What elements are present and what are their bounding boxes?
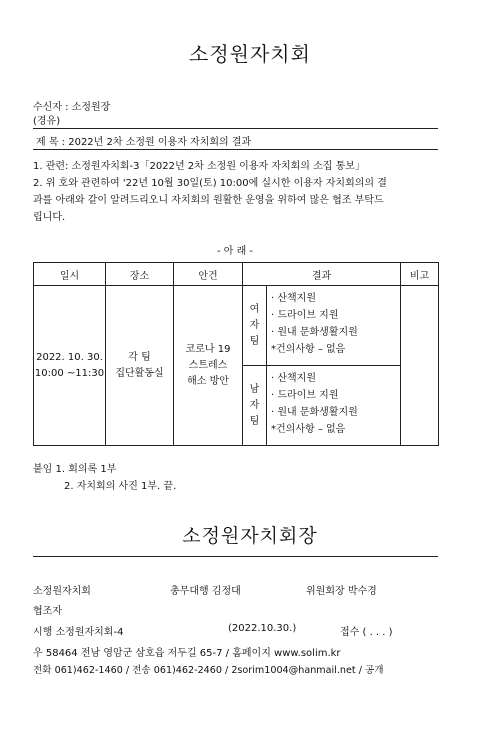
sender-title: 소정원자치회장 (182, 525, 318, 547)
group-label-char: 자 (249, 319, 260, 331)
receipt: 접수 ( . . . ) (340, 627, 393, 638)
agenda-line-3: 해소 방안 (187, 375, 229, 387)
signature-1: 총무대행 김정대 (170, 586, 241, 597)
group-label-char: 팀 (249, 415, 260, 427)
agenda-line-1: 코로나 19 (185, 343, 231, 355)
header-place: 장소 (106, 263, 174, 286)
subject-bottom-rule (33, 149, 438, 150)
date-line-1: 2022. 10. 30. (36, 351, 103, 363)
group-label-women (243, 286, 267, 366)
list-item: *건의사항 – 없음 (271, 424, 346, 435)
signature-2: 위원회장 박수경 (306, 586, 377, 597)
group-items-men (267, 366, 401, 446)
subject: 제 목 : 2022년 2차 소정원 이용자 자치회의 결과 (36, 137, 252, 148)
place-line-2: 집단활동실 (115, 367, 164, 379)
group-label-char: 여 (249, 303, 260, 315)
date-cell (34, 286, 106, 446)
place-cell (106, 286, 174, 446)
list-item: · 산책지원 (271, 293, 316, 304)
header-agenda: 안건 (174, 263, 243, 286)
sender-org: 소정원자치회 (33, 586, 91, 597)
list-item: · 드라이브 지원 (271, 390, 339, 401)
header-note: 비고 (401, 263, 439, 286)
list-item: · 원내 문화생활지원 (271, 407, 358, 418)
group-label-char: 자 (249, 399, 260, 411)
group-label-men (243, 366, 267, 446)
via: (경유) (33, 116, 61, 127)
place-line-1: 각 팀 (128, 351, 151, 363)
document-title: 소정원자치회 (189, 42, 311, 66)
body-line-1: 1. 관련: 소정원자치회-3「2022년 2차 소정원 이용자 자치회의 소집 통보」 (33, 161, 365, 172)
agenda-cell (174, 286, 243, 446)
contact-line: 전화 061)462-1460 / 전송 061)462-2460 / 2sorim1004@hanmail.net / 공개 (33, 665, 384, 676)
date-line-2: 10:00 ~11:30 (34, 367, 105, 379)
doc-number: 시행 소정원자치회-4 (33, 627, 124, 638)
result-table (33, 262, 439, 446)
subject-top-rule (33, 128, 438, 129)
group-label-char: 남 (249, 383, 260, 395)
table-header-row (34, 263, 439, 286)
recipient: 수신자 : 소정원장 (33, 102, 111, 113)
doc-date: (2022.10.30.) (228, 623, 297, 634)
attachment-line-1: 붙임 1. 회의록 1부 (33, 464, 117, 475)
note-cell (401, 286, 439, 446)
body-line-4: 립니다. (33, 212, 66, 223)
body-line-2: 2. 위 호와 관련하여 '22년 10월 30일(토) 10:00에 실시한 이용자 자치회의의 결 (33, 178, 387, 189)
group-label-char: 팀 (249, 335, 260, 347)
list-item: · 산책지원 (271, 373, 316, 384)
body-line-3: 과를 아래와 같이 알려드리오니 자치회의 원활한 운영을 위하여 많은 협조 부탁드 (33, 195, 384, 206)
header-date: 일시 (34, 263, 106, 286)
group-items-women (267, 286, 401, 366)
header-result: 결과 (243, 263, 401, 286)
list-item: · 원내 문화생활지원 (271, 327, 358, 338)
address-line: 우 58464 전남 영암군 삼호읍 저두길 65-7 / 홈페이지 www.solim.kr (33, 648, 341, 659)
list-item: · 드라이브 지원 (271, 310, 339, 321)
agenda-line-2: 스트레스 (188, 359, 228, 371)
below-label: - 아 래 - (216, 246, 254, 257)
attachment-line-2: 2. 자치회의 사진 1부. 끝. (64, 481, 177, 492)
list-item: *건의사항 – 없음 (271, 344, 346, 355)
table-row (34, 286, 439, 366)
cooperator: 협조자 (33, 606, 62, 617)
sender-rule (33, 556, 438, 557)
